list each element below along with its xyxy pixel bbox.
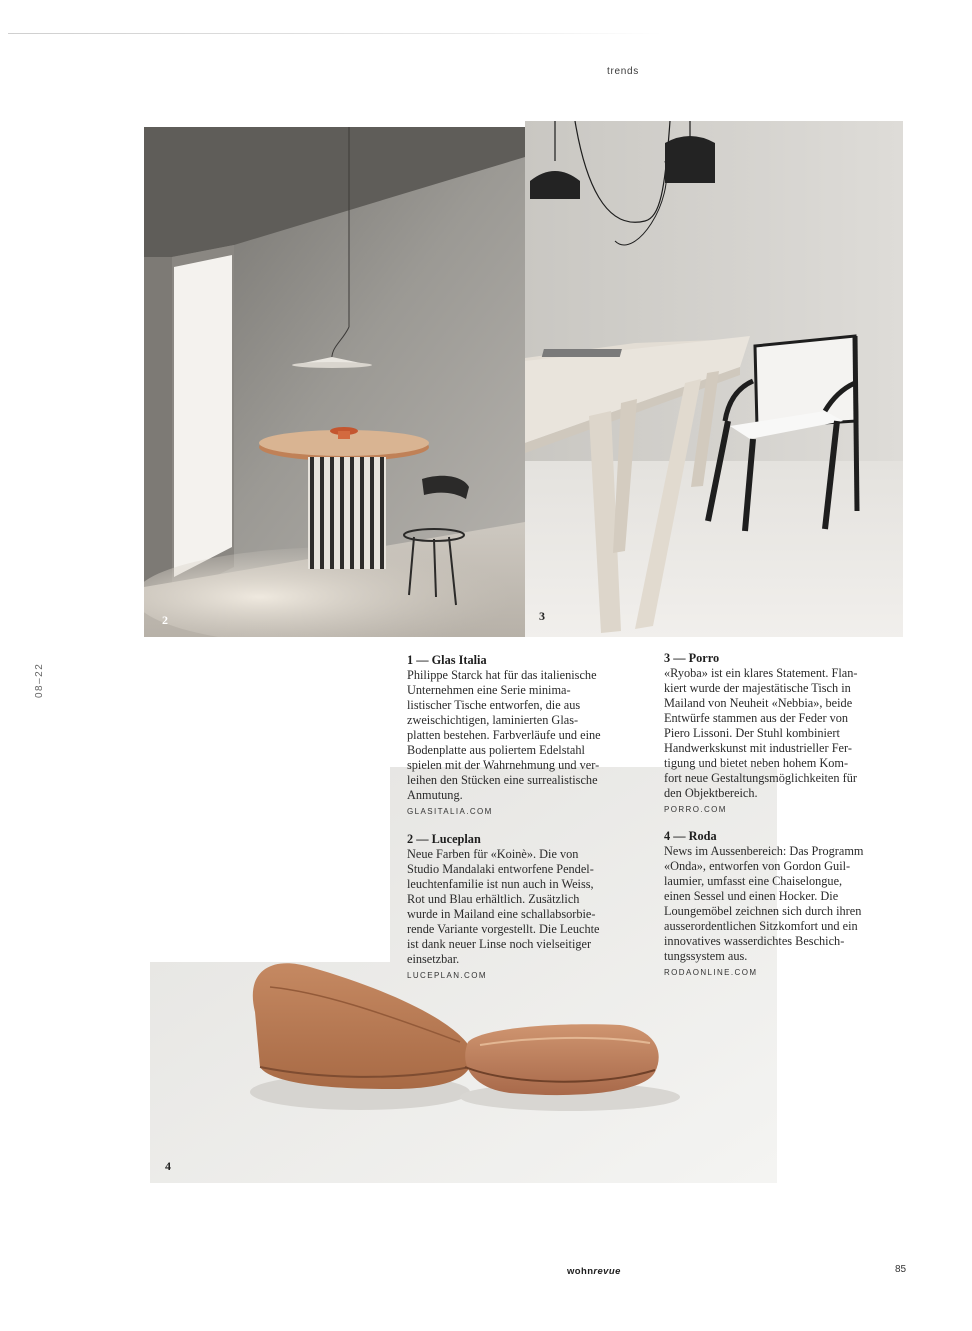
top-rule — [8, 33, 663, 34]
photo-number-2: 2 — [162, 613, 168, 627]
photo-luceplan-illustration — [144, 127, 525, 637]
photo-number-4: 4 — [165, 1159, 171, 1173]
entry-porro — [664, 651, 909, 814]
entry-url[interactable]: LUCEPLAN.COM — [407, 971, 487, 980]
entry-url[interactable]: GLASITALIA.COM — [407, 807, 493, 816]
entry-body: «Ryoba» ist ein klares Statement. Flan- kiert wurde der majestätische Tisch in Mailand von Neuheit «Nebbia», beide Entwürfe stammen aus der Feder von Piero Lissoni. Der Stuhl kombiniert Handwerkskunst mit industrieller Fer- tigung und bietet neben hohem Kom- fort neue Gestaltungsmöglichkeiten für den Objektbereich. — [664, 666, 858, 800]
entry-body: Neue Farben für «Koinè». Die von Studio Mandalaki entworfene Pendel- leuchtenfamilie ist nun auch in Weiss, Rot und Blau erhältlich. Zusätzlich wurde in Mailand eine schallabsorbie- rende Variante vorgestellt. Die Leuchte ist dank neuer Linse noch vielseitiger einsetzbar. — [407, 847, 600, 966]
entry-title: 4 — Roda — [664, 829, 717, 843]
magazine-name: wohnrevue — [567, 1266, 621, 1277]
entry-title: 2 — Luceplan — [407, 832, 481, 846]
photo-luceplan — [144, 127, 525, 637]
entry-title: 1 — Glas Italia — [407, 653, 487, 667]
issue-label: 08–22 — [34, 662, 45, 698]
entry-url[interactable]: RODAONLINE.COM — [664, 968, 758, 977]
photo-porro-illustration — [525, 121, 903, 637]
entry-roda — [664, 829, 909, 977]
photo-porro — [525, 121, 903, 637]
entry-glas-italia — [407, 653, 652, 816]
entry-luceplan — [407, 832, 652, 980]
section-label: trends — [607, 66, 639, 77]
entry-title: 3 — Porro — [664, 651, 720, 665]
entry-body: Philippe Starck hat für das italienische Unternehmen eine Serie minima- listischer Tische entworfen, die aus zweischichtigen, laminierten Glas- platten bestehen. Farbverläufe und eine Bodenplatte aus poliertem Edelstahl spielen mit der Wahrnehmung und ver- leihen den Stücken eine surrealistische Anmutung. — [407, 668, 601, 802]
entry-url[interactable]: PORRO.COM — [664, 805, 727, 814]
page-number: 85 — [895, 1264, 907, 1275]
photo-number-3: 3 — [539, 609, 545, 623]
entry-body: News im Aussenbereich: Das Programm «Onda», entworfen von Gordon Guil- laumier, umfasst eine Chaiselongue, einen Sessel und einen Hocker. Die Loungemöbel zeichnen sich durch ihren ausserordentlichen Sitzkomfort und ein innovatives wasserdichtes Beschich- tungssystem aus. — [664, 844, 864, 963]
